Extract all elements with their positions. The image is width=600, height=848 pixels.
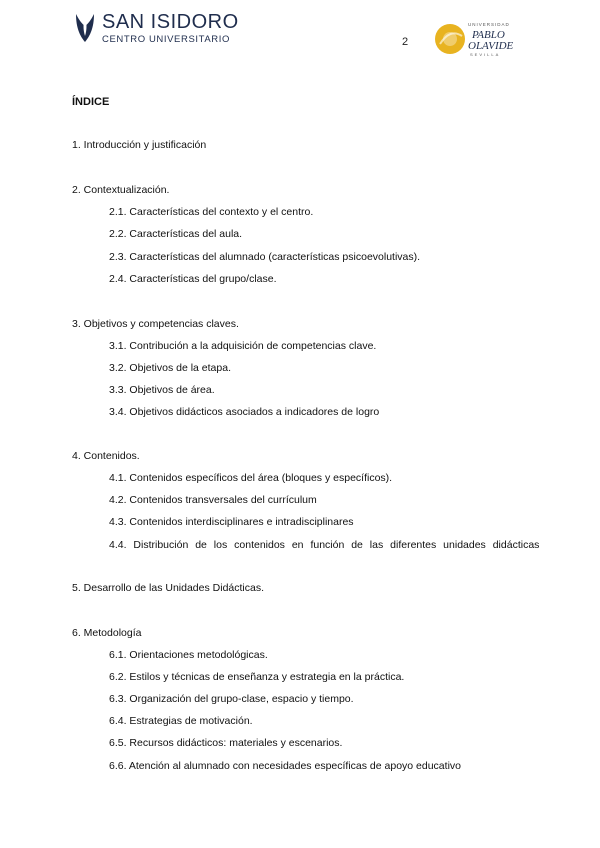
logo-right-bottom: SEVILLA <box>470 52 501 57</box>
toc-item-2-2: 2.2. Características del aula. <box>109 228 243 240</box>
toc-item-3-2: 3.2. Objetivos de la etapa. <box>109 362 231 374</box>
san-isidoro-emblem-icon <box>74 12 96 44</box>
toc-item-3-4: 3.4. Objetivos didácticos asociados a indicadores de logro <box>109 406 380 418</box>
logo-subtitle: CENTRO UNIVERSITARIO <box>102 34 230 45</box>
toc-item-3-3: 3.3. Objetivos de área. <box>109 384 215 396</box>
toc-item-4-2: 4.2. Contenidos transversales del currículum <box>109 494 317 506</box>
toc-section-2: 2. Contextualización. <box>72 184 170 196</box>
logo-right-line2: OLAVIDE <box>468 40 514 52</box>
toc-item-6-5: 6.5. Recursos didácticos: materiales y escenarios. <box>109 737 343 749</box>
toc-item-2-3: 2.3. Características del alumnado (características psicoevolutivas). <box>109 251 421 263</box>
toc-item-2-4: 2.4. Características del grupo/clase. <box>109 273 277 285</box>
toc-item-4-4: 4.4. Distribución de los contenidos en función de las diferentes unidades didácticas <box>109 539 540 551</box>
toc-section-4: 4. Contenidos. <box>72 450 140 462</box>
logo-name: SAN ISIDORO <box>102 11 239 33</box>
toc-section-1: 1. Introducción y justificación <box>72 139 207 151</box>
toc-item-6-2: 6.2. Estilos y técnicas de enseñanza y estrategia en la práctica. <box>109 671 405 683</box>
toc-item-6-3: 6.3. Organización del grupo-clase, espacio y tiempo. <box>109 693 354 705</box>
toc-item-2-1: 2.1. Características del contexto y el centro. <box>109 206 314 218</box>
toc-section-5: 5. Desarrollo de las Unidades Didácticas. <box>72 582 265 594</box>
toc-section-6: 6. Metodología <box>72 627 142 639</box>
page-number: 2 <box>402 36 409 48</box>
toc-item-3-1: 3.1. Contribución a la adquisición de competencias clave. <box>109 340 377 352</box>
toc-item-6-1: 6.1. Orientaciones metodológicas. <box>109 649 268 661</box>
pablo-olavide-logo <box>432 18 524 58</box>
toc-item-4-3: 4.3. Contenidos interdisciplinares e intradisciplinares <box>109 516 354 528</box>
toc-item-4-1: 4.1. Contenidos específicos del área (bloques y específicos). <box>109 472 393 484</box>
toc-item-6-6: 6.6. Atención al alumnado con necesidades específicas de apoyo educativo <box>109 760 461 772</box>
logo-right-line1: PABLO <box>472 29 505 41</box>
toc-item-6-4: 6.4. Estrategias de motivación. <box>109 715 253 727</box>
toc-heading: ÍNDICE <box>72 96 110 108</box>
logo-right-top: UNIVERSIDAD <box>468 22 510 27</box>
toc-section-3: 3. Objetivos y competencias claves. <box>72 318 239 330</box>
san-isidoro-logo <box>74 12 239 45</box>
